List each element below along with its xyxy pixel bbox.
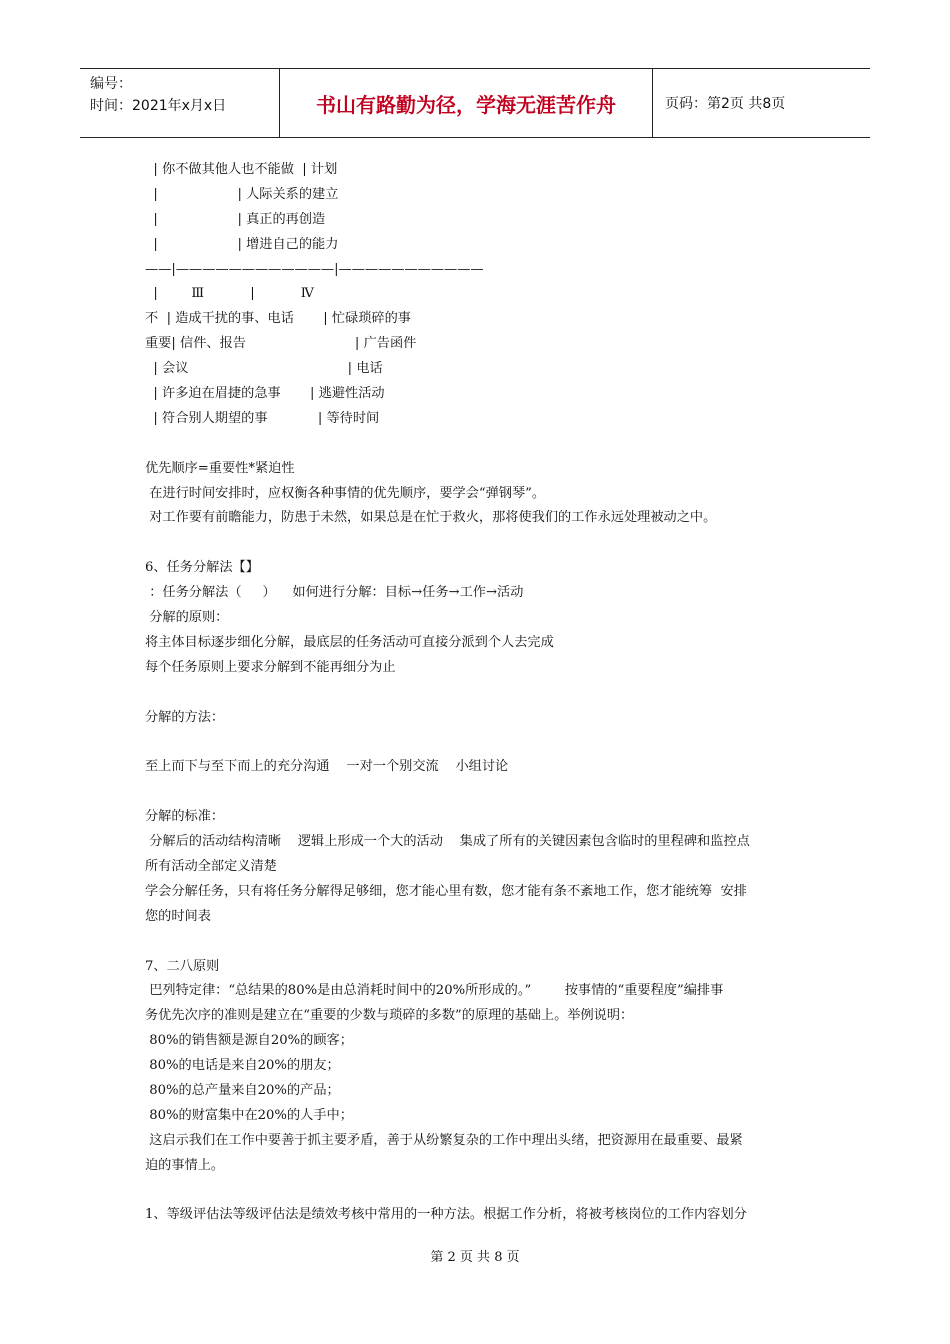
text-line bbox=[145, 432, 815, 457]
text-line: | | 增进自己的能力 bbox=[145, 236, 339, 252]
text-line bbox=[145, 730, 815, 755]
text-line: 所有活动全部定义清楚 bbox=[145, 858, 277, 874]
text-line: 将主体目标逐步细化分解，最底层的任务活动可直接分派到个人去完成 bbox=[145, 634, 554, 650]
text-line: 至上而下与至下而上的充分沟通 一对一个别交流 小组讨论 bbox=[145, 759, 509, 775]
text-line: 您的时间表 bbox=[145, 908, 211, 924]
text-line bbox=[145, 531, 815, 556]
text-line: 这启示我们在工作中要善于抓主要矛盾，善于从纷繁复杂的工作中理出头绪，把资源用在最重要、最紧 bbox=[145, 1132, 743, 1148]
text-line: | | 真正的再创造 bbox=[145, 211, 326, 227]
text-line: 6、任务分解法【】 bbox=[145, 560, 259, 576]
document-body bbox=[145, 158, 815, 1228]
header-left-cell bbox=[80, 69, 280, 137]
text-line: 分解的原则： bbox=[145, 610, 229, 626]
text-line bbox=[145, 780, 815, 805]
text-line: 7、二八原则 bbox=[145, 958, 220, 974]
text-line: 不 | 造成干扰的事、电话 | 忙碌琐碎的事 bbox=[145, 311, 411, 327]
text-line: 每个任务原则上要求分解到不能再细分为止 bbox=[145, 659, 396, 675]
page-footer: 第 2 页 共 8 页 bbox=[430, 1250, 520, 1265]
header-motto: 书山有路勤为径，学海无涯苦作舟 bbox=[280, 69, 653, 137]
text-line: | | 人际关系的建立 bbox=[145, 186, 339, 202]
text-line: | 许多迫在眉捷的急事 | 逃避性活动 bbox=[145, 386, 385, 402]
text-line bbox=[145, 930, 815, 955]
text-line: 优先顺序=重要性*紧迫性 bbox=[145, 460, 295, 476]
text-line: | 你不做其他人也不能做 | 计划 bbox=[145, 162, 338, 177]
text-line: 对工作要有前瞻能力，防患于未然，如果总是在忙于救火，那将使我们的工作永远处理被动之中。 bbox=[145, 510, 717, 526]
text-line: 80%的总产量来自20%的产品； bbox=[145, 1082, 340, 1098]
text-line bbox=[145, 1179, 815, 1204]
text-line: | 会议 | 电话 bbox=[145, 361, 383, 377]
text-line: 分解的标准： bbox=[145, 809, 225, 825]
text-line: 学会分解任务，只有将任务分解得足够细，您才能心里有数，您才能有条不紊地工作，您才能统筹 安排 bbox=[145, 883, 747, 899]
text-line bbox=[145, 681, 815, 706]
doc-number-label: 编号： bbox=[90, 76, 132, 92]
text-line: | Ⅲ | Ⅳ bbox=[145, 286, 314, 302]
text-line: 分解后的活动结构清晰 逻辑上形成一个大的活动 集成了所有的关键因素包含临时的里程碑和监控点 bbox=[145, 834, 750, 850]
text-line: 务优先次序的准则是建立在“重要的少数与琐碎的多数”的原理的基础上。举例说明： bbox=[145, 1008, 634, 1024]
header-page-label: 页码：第2页 共8页 bbox=[665, 96, 786, 112]
text-line: 1、等级评估法等级评估法是绩效考核中常用的一种方法。根据工作分析，将被考核岗位的工作内容划分 bbox=[145, 1207, 747, 1223]
text-line: ：任务分解法（ ） 如何进行分解：目标→任务→工作→活动 bbox=[145, 585, 524, 601]
text-line: 重要| 信件、报告 | 广告函件 bbox=[145, 336, 417, 352]
text-line: 80%的财富集中在20%的人手中； bbox=[145, 1107, 353, 1123]
text-line: 在进行时间安排时，应权衡各种事情的优先顺序，要学会“弹钢琴”。 bbox=[145, 485, 546, 501]
text-line: ——|————————————|——————————— bbox=[145, 261, 484, 277]
page-header bbox=[80, 68, 870, 138]
text-line: 80%的电话是来自20%的朋友； bbox=[145, 1058, 340, 1074]
text-line: 巴列特定律：“总结果的80%是由总消耗时间中的20%所形成的。” 按事情的“重要程度”编排事 bbox=[145, 983, 724, 999]
text-line: 80%的销售额是源自20%的顾客； bbox=[145, 1033, 353, 1049]
text-line: 分解的方法： bbox=[145, 709, 225, 725]
text-line: | 符合别人期望的事 | 等待时间 bbox=[145, 410, 380, 426]
text-line: 迫的事情上。 bbox=[145, 1157, 225, 1173]
doc-date-label: 时间：2021年x月x日 bbox=[90, 98, 227, 114]
